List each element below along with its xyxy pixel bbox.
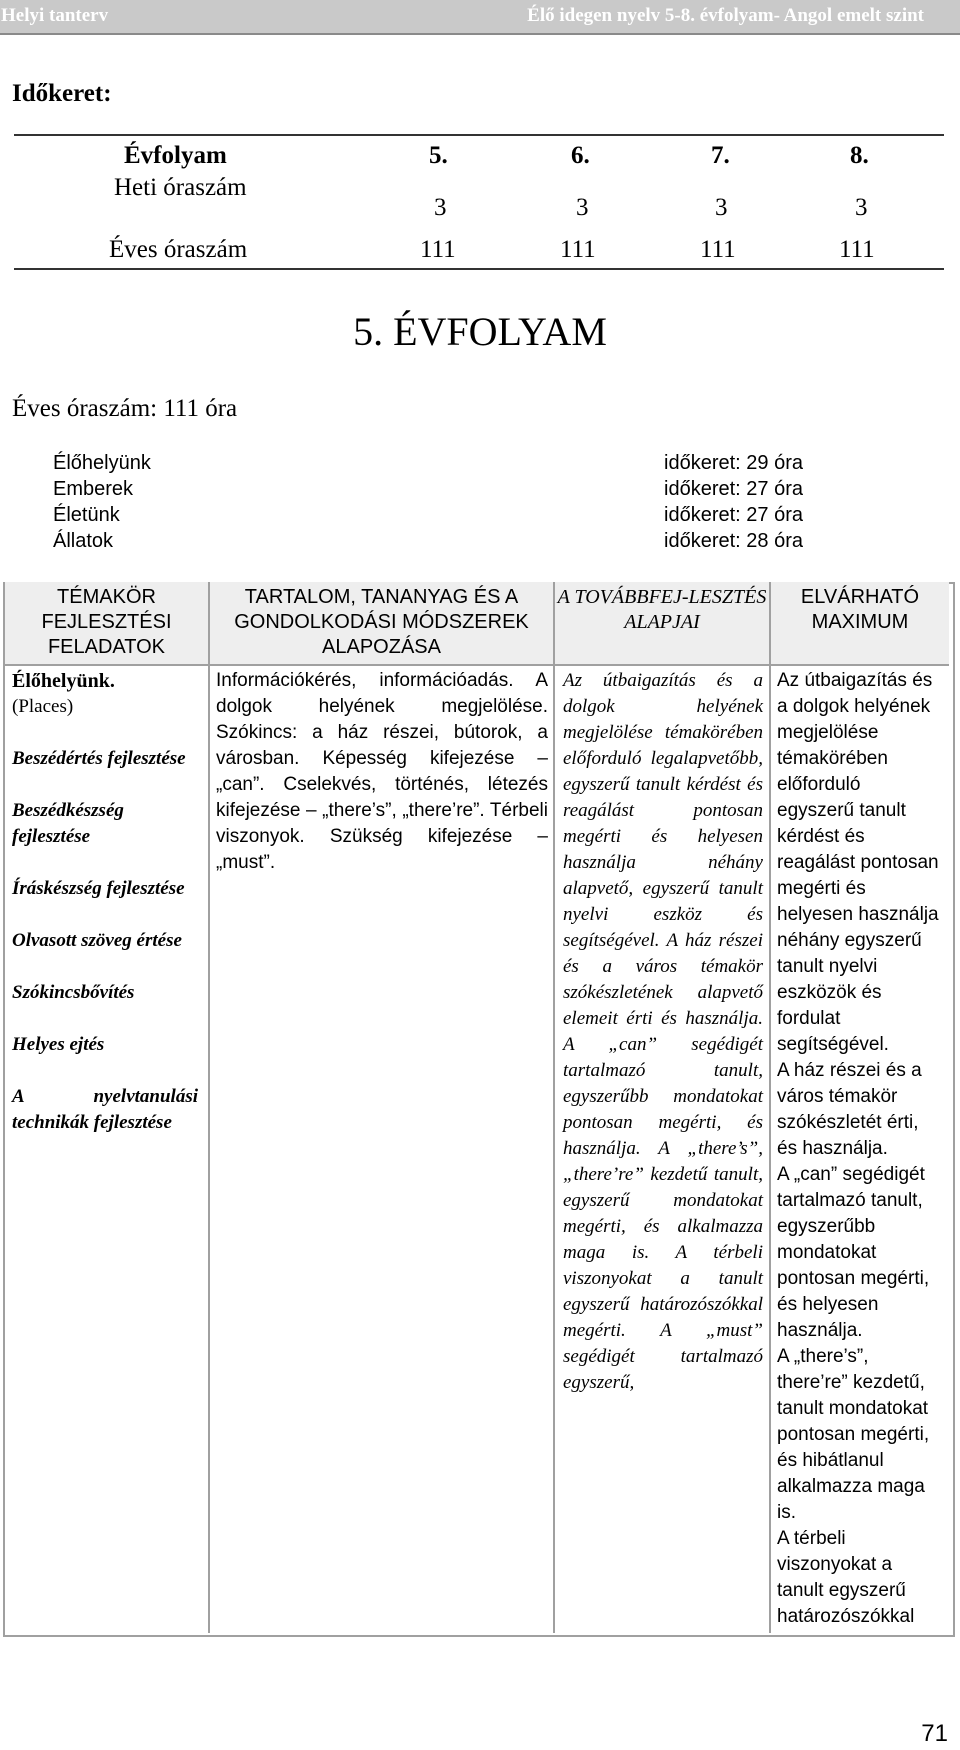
skill-item: Íráskészség fejlesztése bbox=[12, 878, 185, 899]
annual-6: 111 bbox=[560, 236, 596, 263]
maximum-line: reagálást pontosan bbox=[777, 852, 939, 873]
annual-5: 111 bbox=[420, 236, 456, 263]
topic-timeframe: időkeret: 27 óra bbox=[664, 504, 803, 526]
topic-name: Állatok bbox=[53, 530, 114, 552]
skill-item: Helyes ejtés bbox=[12, 1034, 105, 1055]
maximum-line: néhány egyszerű bbox=[777, 930, 922, 951]
header-development: A TOVÁBBFEJ-LESZTÉS ALAPJAI bbox=[555, 582, 769, 666]
annual-hours: Éves óraszám: 111 óra bbox=[12, 395, 238, 422]
maximum-line: megjelölése bbox=[777, 722, 879, 743]
header-left-title: Helyi tanterv bbox=[1, 5, 109, 26]
maximum-line: A „can” segédigét bbox=[777, 1164, 925, 1185]
maximum-lines bbox=[777, 668, 947, 1630]
maximum-line: is. bbox=[777, 1502, 796, 1523]
maximum-line: megérti és bbox=[777, 878, 866, 899]
annual-row-label: Éves óraszám bbox=[109, 236, 248, 263]
maximum-line: témakörében bbox=[777, 748, 888, 769]
topic-name: Élőhelyünk bbox=[53, 452, 151, 474]
maximum-line: tanult nyelvi bbox=[777, 956, 878, 977]
maximum-line: a dolgok helyének bbox=[777, 696, 931, 717]
maximum-line: és használja. bbox=[777, 1138, 888, 1159]
grade-6: 6. bbox=[571, 142, 590, 169]
topic-column bbox=[12, 668, 198, 1162]
maximum-line: there’re” kezdetű, bbox=[777, 1372, 925, 1393]
topic-timeframe: időkeret: 28 óra bbox=[664, 530, 803, 552]
weekly-8: 3 bbox=[855, 194, 868, 221]
maximum-line: A „there’s”, bbox=[777, 1346, 869, 1367]
skill-item: Szókincsbővítés bbox=[12, 982, 135, 1003]
timeframe-heading: Időkeret: bbox=[12, 80, 112, 107]
skill-item: Olvasott szöveg értése bbox=[12, 930, 182, 951]
maximum-line: előforduló bbox=[777, 774, 861, 795]
header-maximum: ELVÁRHATÓ MAXIMUM bbox=[771, 582, 949, 666]
maximum-line: mondatokat bbox=[777, 1242, 877, 1263]
maximum-line: helyesen használja bbox=[777, 904, 939, 925]
grade-row-label: Évfolyam bbox=[124, 142, 227, 169]
maximum-line: szókészletét érti, bbox=[777, 1112, 919, 1133]
annual-8: 111 bbox=[839, 236, 875, 263]
maximum-line: segítségével. bbox=[777, 1034, 889, 1055]
topic-list bbox=[53, 450, 151, 554]
grade-8: 8. bbox=[850, 142, 869, 169]
maximum-line: pontosan megérti, bbox=[777, 1424, 930, 1445]
time-table bbox=[14, 134, 944, 270]
topic-timeframe: időkeret: 27 óra bbox=[664, 478, 803, 500]
maximum-line: alkalmazza maga bbox=[777, 1476, 925, 1497]
maximum-line: kérdést és bbox=[777, 826, 865, 847]
grade-7: 7. bbox=[711, 142, 730, 169]
weekly-6: 3 bbox=[576, 194, 589, 221]
maximum-line: használja. bbox=[777, 1320, 863, 1341]
header-content: TARTALOM, TANANYAG ÉS A GONDOLKODÁSI MÓDSZEREK ALAPOZÁSA bbox=[210, 582, 553, 666]
weekly-7: 3 bbox=[715, 194, 728, 221]
header-topic: TÉMAKÖR FEJLESZTÉSI FELADATOK bbox=[5, 582, 208, 666]
maximum-line: tartalmazó tanult, bbox=[777, 1190, 923, 1211]
topic-subtitle: (Places) bbox=[12, 696, 74, 717]
skill-item: Beszédértés fejlesztése bbox=[12, 748, 186, 769]
maximum-line: város témakör bbox=[777, 1086, 898, 1107]
maximum-line: eszközök és bbox=[777, 982, 882, 1003]
maximum-line: határozószókkal bbox=[777, 1606, 915, 1627]
maximum-line: egyszerűbb bbox=[777, 1216, 876, 1237]
grade-title: 5. ÉVFOLYAM bbox=[353, 309, 607, 354]
maximum-line: tanult mondatokat bbox=[777, 1398, 929, 1419]
weekly-row-label: Heti óraszám bbox=[114, 174, 247, 201]
maximum-line: Az útbaigazítás és bbox=[777, 670, 933, 691]
maximum-line: A ház részei és a bbox=[777, 1060, 922, 1081]
page-number: 71 bbox=[921, 1720, 948, 1747]
maximum-line: viszonyokat a bbox=[777, 1554, 893, 1575]
content-column: Információkérés, információadás. A dolgok helyének megjelölése. Szókincs: a ház részei, bútorok, a városban. Képesség kifejezése – „can”. Cselekvés, történés, létezés kifejezése – „there’s”, „there’re”. Térbeli viszonyok. Szükség kifejezése – „must”. bbox=[216, 670, 548, 873]
maximum-column bbox=[777, 668, 947, 1630]
maximum-line: pontosan megérti, bbox=[777, 1268, 930, 1289]
development-column: Az útbaigazítás és a dolgok helyének megjelölése témakörében előforduló legalapvetőbb, egyszerű tanult kérdést és reagálást pontosan megérti és helyesen használja néhány alapvető, egyszerű tanult nyelvi eszköz és segítségével. A ház részei és a város témakör szókészletének alapvető elemeit érti és használja. A „can” segédigét tartalmazó tanult, egyszerűbb mondatokat pontosan megérti, és használja. A „there’s”, „there’re” kezdetű tanult, egyszerű mondatokat megérti, és alkalmazza maga is. A térbeli viszonyokat a tanult egyszerű határozószókkal megérti. A „must” segédigét tartalmazó egyszerű, bbox=[563, 670, 763, 1393]
skill-item: A nyelvtanulási technikák fejlesztése bbox=[12, 1086, 198, 1133]
weekly-5: 3 bbox=[434, 194, 447, 221]
maximum-line: és hibátlanul bbox=[777, 1450, 884, 1471]
maximum-line: A térbeli bbox=[777, 1528, 846, 1549]
header-right-title: Élő idegen nyelv 5-8. évfolyam- Angol emelt szint bbox=[527, 5, 924, 26]
grade-5: 5. bbox=[429, 142, 448, 169]
maximum-line: tanult egyszerű bbox=[777, 1580, 906, 1601]
topic-timeframe: időkeret: 29 óra bbox=[664, 452, 803, 474]
timeframe-list bbox=[664, 450, 803, 554]
skill-item: Beszédkészség fejlesztése bbox=[12, 800, 124, 847]
maximum-line: és helyesen bbox=[777, 1294, 879, 1315]
topic-title: Élőhelyünk. bbox=[12, 670, 115, 692]
maximum-line: fordulat bbox=[777, 1008, 841, 1029]
page-header bbox=[0, 0, 960, 35]
topic-name: Életünk bbox=[53, 504, 120, 526]
topic-name: Emberek bbox=[53, 478, 134, 500]
maximum-line: egyszerű tanult bbox=[777, 800, 906, 821]
annual-7: 111 bbox=[700, 236, 736, 263]
